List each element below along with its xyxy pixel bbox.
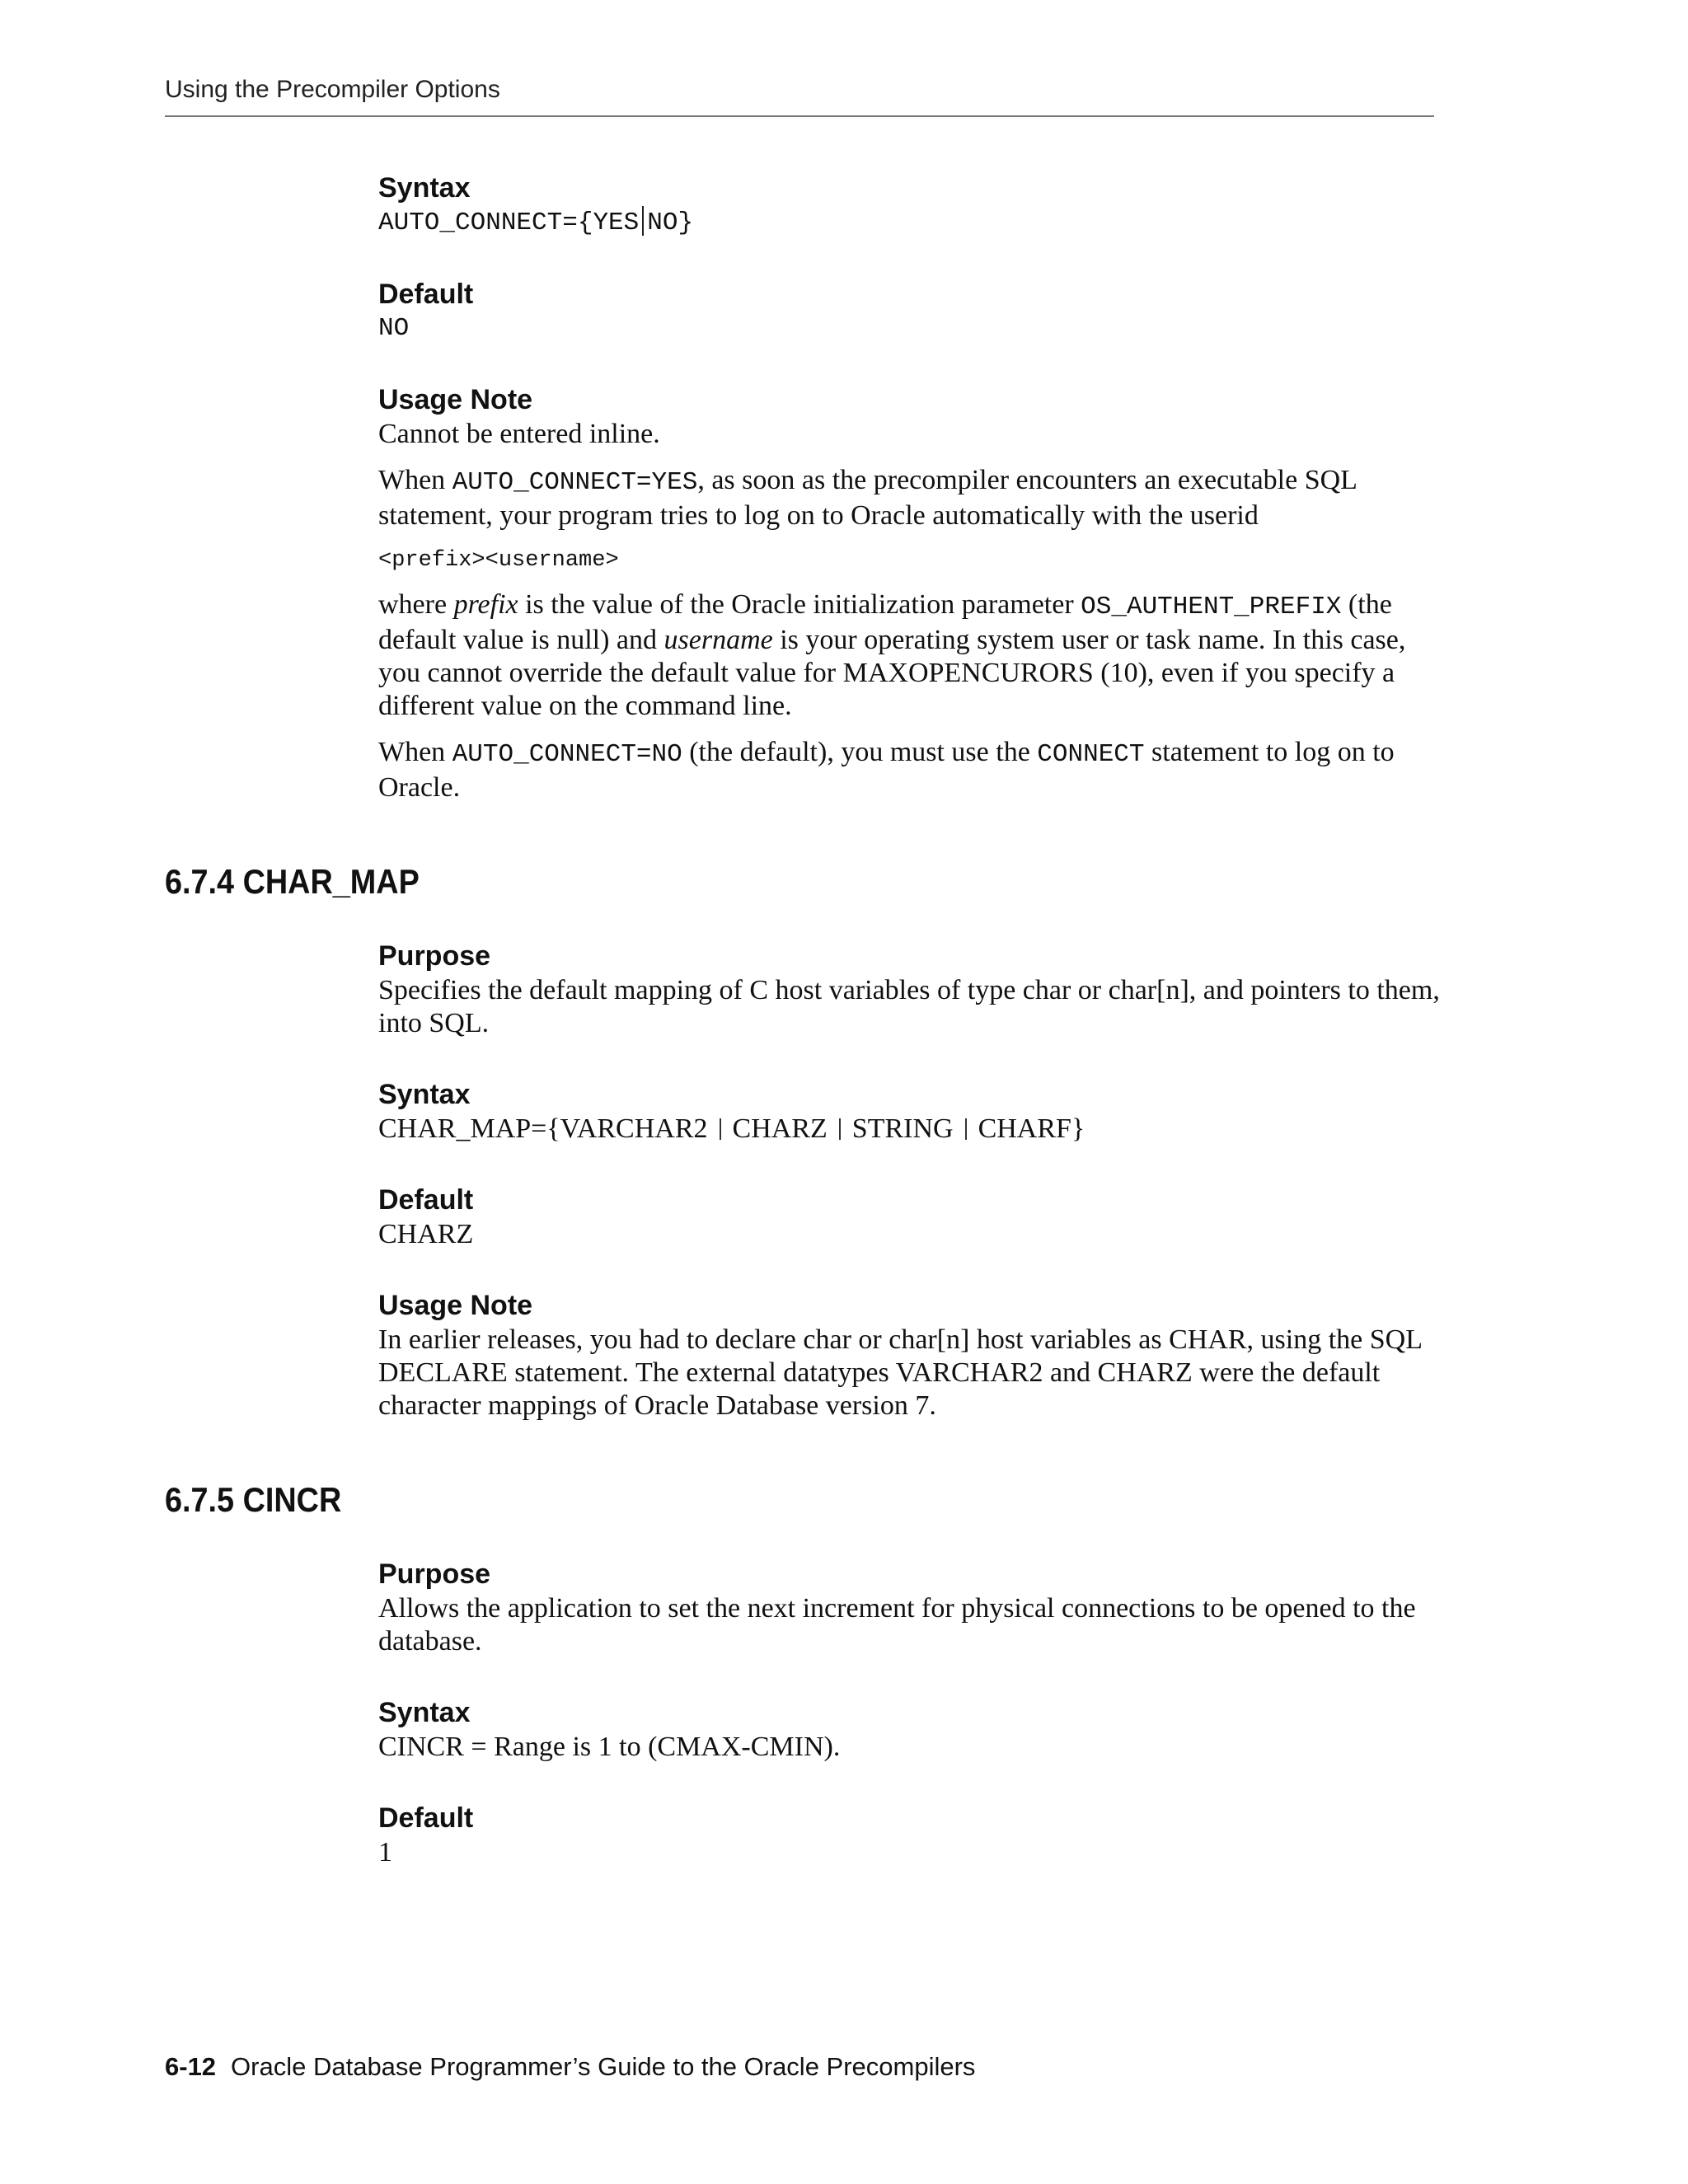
- auto-connect-syntax: [378, 206, 1442, 240]
- section-heading-cincr: 6.7.5 CINCR: [165, 1480, 342, 1519]
- usage-note-heading: Usage Note: [378, 1290, 533, 1321]
- syntax-heading: Syntax: [378, 172, 471, 204]
- default-value: 1: [378, 1837, 392, 1868]
- char-map-syntax: [378, 1113, 1442, 1146]
- purpose-text: Specifies the default mapping of C host variables of type char or char[n], and pointers to them, into SQL.: [378, 975, 1440, 1038]
- default-heading: Default: [378, 279, 474, 310]
- purpose-text: Allows the application to set the next increment for physical connections to be opened to the database.: [378, 1593, 1416, 1657]
- emphasis: username: [663, 625, 773, 655]
- usage-paragraph: [378, 588, 1442, 723]
- page-content: [165, 170, 1442, 1869]
- default-heading: Default: [378, 1184, 474, 1216]
- page-footer: [165, 2052, 975, 2082]
- text-run: When: [378, 737, 452, 767]
- text-run: , as soon as the precompiler encounters an executable SQL statement, your program tries to log on to Oracle automatically with the userid: [378, 465, 1357, 531]
- header-rule: [165, 115, 1434, 117]
- syntax-bar: [642, 206, 644, 236]
- inline-code: AUTO_CONNECT=YES: [452, 468, 698, 497]
- text-run: (the default), you must use the: [682, 737, 1038, 767]
- text-run: is your operating system user or task name. In this case, you cannot override the default value for MAXOPENCURORS (10), even if you specify a different value on the command line.: [378, 625, 1406, 721]
- default-heading: Default: [378, 1802, 474, 1834]
- purpose-heading: Purpose: [378, 1558, 491, 1590]
- default-value: NO: [378, 314, 410, 343]
- syntax-separator: [720, 1118, 721, 1140]
- syntax-separator: [839, 1118, 841, 1140]
- cincr-syntax: CINCR = Range is 1 to (CMAX-CMIN).: [378, 1732, 841, 1762]
- purpose-heading: Purpose: [378, 940, 491, 972]
- text-run: where: [378, 589, 454, 620]
- inline-code: OS_AUTHENT_PREFIX: [1081, 593, 1342, 621]
- inline-code: CONNECT: [1037, 740, 1145, 769]
- usage-paragraph: Cannot be entered inline.: [378, 419, 660, 449]
- usage-paragraph: [378, 736, 1442, 804]
- usage-paragraph: In earlier releases, you had to declare char or char[n] host variables as CHAR, using the SQL DECLARE statement. The external datatypes VARCHAR2 and CHARZ were the default character mappings of Oracle Database version 7.: [378, 1324, 1422, 1421]
- syntax-part: CHARF}: [978, 1113, 1085, 1144]
- emphasis: prefix: [453, 589, 518, 620]
- inline-code: AUTO_CONNECT=NO: [452, 740, 682, 769]
- syntax-part: CHAR_MAP={VARCHAR2: [378, 1113, 708, 1144]
- code-example: <prefix><username>: [378, 548, 619, 573]
- syntax-heading: Syntax: [378, 1697, 471, 1728]
- text-run: (the default value is null) and: [378, 589, 1392, 655]
- syntax-part: CHARZ: [732, 1113, 828, 1144]
- syntax-part: STRING: [851, 1113, 954, 1144]
- text-run: is the value of the Oracle initialization parameter: [518, 589, 1081, 620]
- syntax-prefix: AUTO_CONNECT={YES: [378, 209, 640, 237]
- page-number: 6-12: [165, 2052, 217, 2081]
- usage-paragraph: [378, 464, 1442, 532]
- text-run: statement to log on to Oracle.: [378, 737, 1395, 803]
- text-run: When: [378, 465, 452, 495]
- syntax-heading: Syntax: [378, 1079, 471, 1110]
- running-header: Using the Precompiler Options: [165, 76, 500, 103]
- default-value: CHARZ: [378, 1219, 474, 1249]
- syntax-separator: [965, 1118, 967, 1140]
- book-title: Oracle Database Programmer’s Guide to the Oracle Precompilers: [231, 2052, 976, 2081]
- section-heading-char-map: 6.7.4 CHAR_MAP: [165, 862, 420, 901]
- syntax-suffix: NO}: [647, 209, 694, 237]
- usage-note-heading: Usage Note: [378, 384, 533, 415]
